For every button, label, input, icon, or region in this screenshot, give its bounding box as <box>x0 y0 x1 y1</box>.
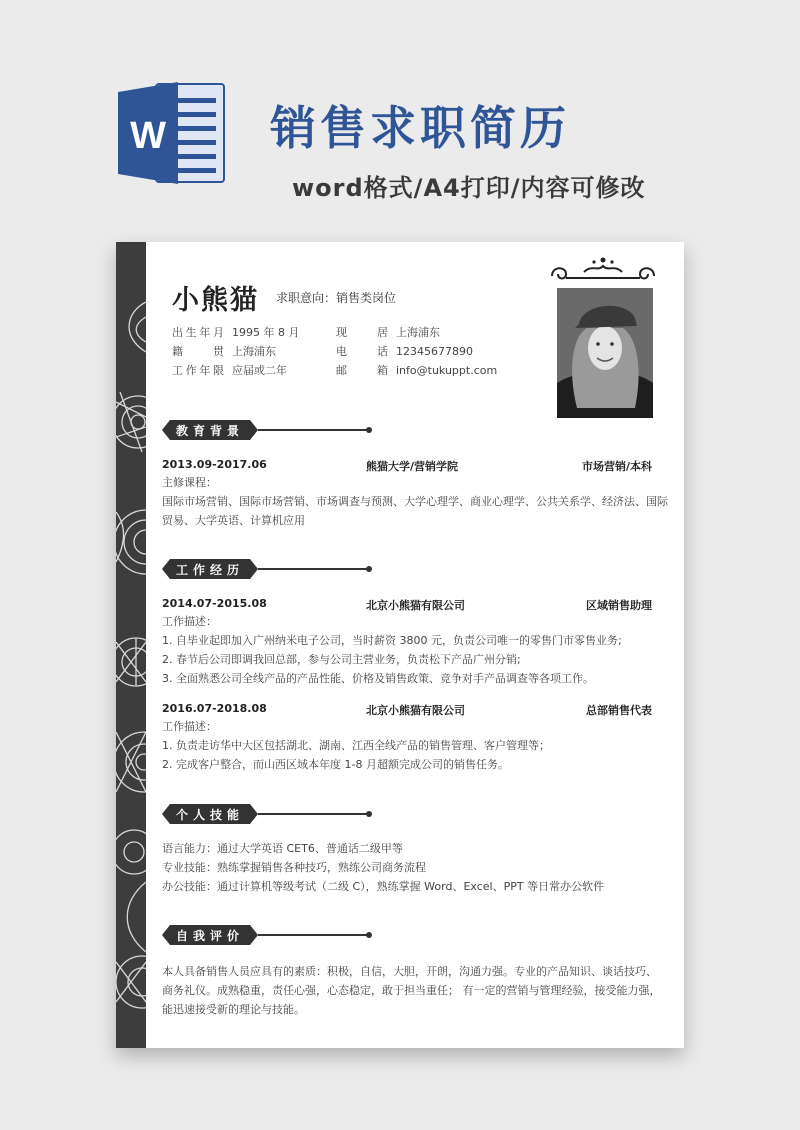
section-title: 工作经历 <box>175 563 244 577</box>
divider-dot <box>366 811 372 817</box>
page-subtitle: word格式/A4打印/内容可修改 <box>292 174 646 202</box>
job-desc-label: 工作描述： <box>162 720 217 733</box>
job-desc-label: 工作描述： <box>162 615 217 628</box>
divider <box>258 934 368 936</box>
info-label: 电话 <box>336 345 388 358</box>
job-intent: 求职意向：销售类岗位 <box>276 291 397 305</box>
info-label: 现居 <box>336 326 388 339</box>
job-desc-item: 1. 负责走访华中大区包括湖北、湖南、江西全线产品的销售管理、客户管理等； <box>162 739 550 752</box>
skills-list <box>162 839 654 896</box>
ornament-icon <box>544 254 662 284</box>
info-value: info@tukuppt.com <box>396 364 498 377</box>
courses-line: 贸易、大学英语、计算机应用 <box>162 514 305 527</box>
edu-period: 2013.09-2017.06 <box>162 458 267 471</box>
job-desc-item: 1. 自毕业起即加入广州纳米电子公司，当时薪资 3800 元，负责公司唯一的零售门市零售业务; <box>162 634 622 647</box>
portrait-image <box>557 288 653 418</box>
banner <box>0 0 800 240</box>
info-label: 籍贯 <box>172 345 224 358</box>
job-row <box>162 702 652 718</box>
info-row <box>336 323 497 342</box>
floral-side-panel <box>116 242 146 1048</box>
self-eval-line: 商务礼仪。成熟稳重，责任心强，心态稳定，敢于担当重任； 有一定的营销与管理经验，接受能力强， <box>162 984 661 997</box>
divider-dot <box>366 932 372 938</box>
divider-dot <box>366 427 372 433</box>
section-title: 自我评价 <box>175 929 244 943</box>
divider-dot <box>366 566 372 572</box>
job-position: 区域销售助理 <box>586 599 652 612</box>
info-label: 邮箱 <box>336 364 388 377</box>
courses-label: 主修课程： <box>162 476 217 489</box>
job-period: 2014.07-2015.08 <box>162 597 267 610</box>
info-value: 应届或二年 <box>232 364 287 377</box>
candidate-name: 小熊猫 <box>172 285 259 316</box>
divider <box>258 429 368 431</box>
self-eval-text <box>162 962 661 1019</box>
courses-line: 国际市场营销、国际市场营销、市场调查与预测、大学心理学、商业心理学、公共关系学、经济法、国际 <box>162 495 668 508</box>
job-desc-item: 2. 春节后公司即调我回总部，参与公司主营业务，负责松下产品广州分销; <box>162 653 521 666</box>
edu-school: 熊猫大学/营销学院 <box>366 460 459 473</box>
info-row <box>172 323 299 342</box>
skill-line: 语言能力：通过大学英语 CET6、普通话二级甲等 <box>162 842 403 855</box>
info-label: 工作年限 <box>172 364 224 377</box>
self-eval-line: 能迅速接受新的理论与技能。 <box>162 1003 305 1016</box>
section-title: 教育背景 <box>175 424 244 438</box>
divider <box>258 568 368 570</box>
word-icon-letter: W <box>130 115 166 157</box>
profile-photo <box>557 288 653 418</box>
info-value: 上海浦东 <box>396 326 440 339</box>
page-title: 销售求职简历 <box>270 101 570 155</box>
info-row <box>172 361 299 380</box>
job-description <box>162 612 654 688</box>
education-row <box>162 458 652 474</box>
self-eval-line: 本人具备销售人员应具有的素质：积极，自信，大胆，开朗，沟通力强。专业的产品知识、谈话技巧、 <box>162 965 657 978</box>
skill-line: 办公技能：通过计算机等级考试（二级 C），熟练掌握 Word、Excel、PPT 等日常办公软件 <box>162 880 605 893</box>
info-row <box>336 342 497 361</box>
edu-degree: 市场营销/本科 <box>581 460 652 473</box>
section-title: 个人技能 <box>175 808 244 822</box>
info-value: 上海浦东 <box>232 345 276 358</box>
info-value: 12345677890 <box>396 345 473 358</box>
job-description <box>162 717 654 774</box>
info-label: 出生年月 <box>172 326 224 339</box>
job-row <box>162 597 652 613</box>
floral-pattern-icon <box>116 242 146 1048</box>
skill-line: 专业技能：熟练掌握销售各种技巧，熟练公司商务流程 <box>162 861 426 874</box>
job-period: 2016.07-2018.08 <box>162 702 267 715</box>
info-row <box>172 342 299 361</box>
divider <box>258 813 368 815</box>
job-desc-item: 2. 完成客户整合，而山西区域本年度 1-8 月超额完成公司的销售任务。 <box>162 758 509 771</box>
job-company: 北京小熊猫有限公司 <box>366 704 465 717</box>
info-row <box>336 361 497 380</box>
job-position: 总部销售代表 <box>586 704 652 717</box>
job-desc-item: 3. 全面熟悉公司全线产品的产品性能、价格及销售政策、竞争对手产品调查等各项工作。 <box>162 672 594 685</box>
word-document-icon <box>118 78 228 188</box>
personal-info-left <box>172 323 299 380</box>
job-company: 北京小熊猫有限公司 <box>366 599 465 612</box>
info-value: 1995 年 8 月 <box>232 326 300 339</box>
resume-page <box>116 242 684 1048</box>
education-courses <box>162 473 668 530</box>
personal-info-right <box>336 323 497 380</box>
